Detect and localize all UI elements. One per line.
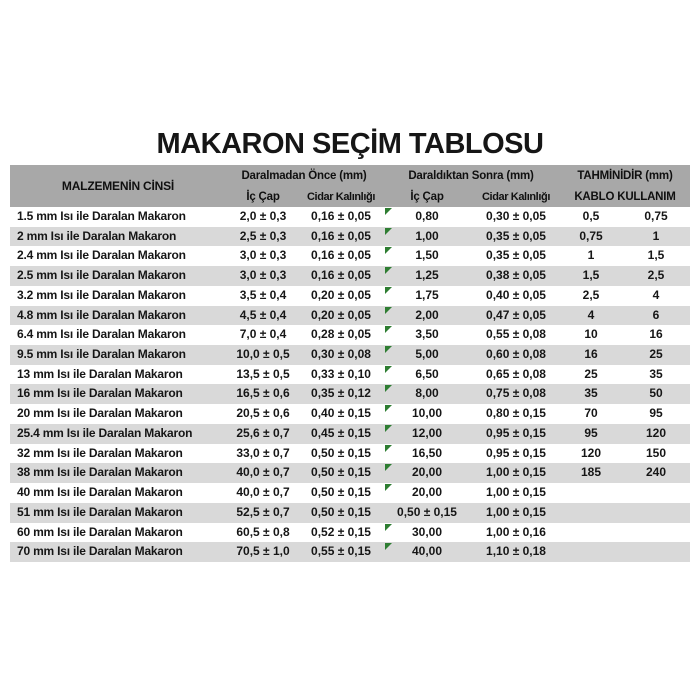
table-row xyxy=(10,542,690,562)
cell-error-triangle-icon xyxy=(385,484,392,491)
cell-error-triangle-icon xyxy=(385,208,392,215)
cell-before-inner-diameter: 13,5 ± 0,5 xyxy=(236,366,290,381)
header-group-before-shrink: Daralmadan Önce (mm) xyxy=(241,169,367,182)
cell-usage: 35 xyxy=(649,366,663,381)
cell-after-inner-diameter: 3,50 xyxy=(382,325,472,345)
cell-after-inner-diameter: 30,00 xyxy=(382,523,472,543)
cell-cable: 10 xyxy=(584,327,598,342)
cell-after-wall-thickness: 0,75 ± 0,08 xyxy=(486,386,546,401)
cell-usage: 240 xyxy=(645,465,667,480)
cell-cable: 70 xyxy=(584,406,598,421)
cell-before-wall-thickness: 0,35 ± 0,12 xyxy=(311,386,371,401)
cell-before-wall-thickness: 0,28 ± 0,05 xyxy=(311,327,371,342)
cell-cable xyxy=(560,542,622,562)
cell-before-inner-diameter: 70,5 ± 1,0 xyxy=(236,544,290,559)
cell-after-inner-diameter: 40,00 xyxy=(382,542,472,562)
table-row xyxy=(10,266,690,286)
cell-before-wall-thickness: 0,50 ± 0,15 xyxy=(311,504,371,519)
cell-error-triangle-icon xyxy=(385,425,392,432)
cell-before-inner-diameter: 25,6 ± 0,7 xyxy=(236,425,290,440)
table-row xyxy=(10,444,690,464)
header-cable-usage: KABLO KULLANIM xyxy=(574,190,676,203)
cell-before-inner-diameter: 33,0 ± 0,7 xyxy=(236,445,290,460)
cell-error-triangle-icon xyxy=(385,524,392,531)
table-row xyxy=(10,404,690,424)
cell-after-inner-diameter: 10,00 xyxy=(382,404,472,424)
header-material: MALZEMENİN CİNSİ xyxy=(61,179,175,193)
cell-before-inner-diameter: 3,0 ± 0,3 xyxy=(239,248,287,263)
header-wall-thickness-after: Cidar Kalınlığı xyxy=(482,190,550,203)
cell-material: 13 mm Isı ile Daralan Makaron xyxy=(17,366,183,381)
cell-usage: 16 xyxy=(649,327,663,342)
cell-after-inner-diameter: 16,50 xyxy=(382,444,472,464)
cell-before-wall-thickness: 0,16 ± 0,05 xyxy=(311,228,371,243)
cell-before-wall-thickness: 0,20 ± 0,05 xyxy=(311,307,371,322)
cell-before-wall-thickness: 0,40 ± 0,15 xyxy=(311,406,371,421)
table-row xyxy=(10,384,690,404)
cell-before-inner-diameter: 52,5 ± 0,7 xyxy=(236,504,290,519)
cell-before-wall-thickness: 0,16 ± 0,05 xyxy=(311,268,371,283)
cell-before-wall-thickness: 0,52 ± 0,15 xyxy=(311,524,371,539)
cell-usage xyxy=(622,483,690,503)
cell-after-inner-diameter: 1,00 xyxy=(382,227,472,247)
cell-material: 3.2 mm Isı ile Daralan Makaron xyxy=(17,287,186,302)
table-row xyxy=(10,345,690,365)
cell-after-wall-thickness: 0,65 ± 0,08 xyxy=(486,366,546,381)
cell-material: 70 mm Isı ile Daralan Makaron xyxy=(17,544,183,559)
cell-material: 25.4 mm Isı ile Daralan Makaron xyxy=(17,425,193,440)
table-row xyxy=(10,503,690,523)
cell-after-inner-diameter: 8,00 xyxy=(382,384,472,404)
cell-usage: 120 xyxy=(645,425,667,440)
cell-before-wall-thickness: 0,50 ± 0,15 xyxy=(311,465,371,480)
cell-after-inner-diameter: 12,00 xyxy=(382,424,472,444)
cell-after-wall-thickness: 1,00 ± 0,15 xyxy=(486,485,546,500)
cell-material: 2.5 mm Isı ile Daralan Makaron xyxy=(17,268,186,283)
table-row xyxy=(10,523,690,543)
cell-cable: 185 xyxy=(580,465,602,480)
cell-before-inner-diameter: 60,5 ± 0,8 xyxy=(236,524,290,539)
cell-cable: 1 xyxy=(587,248,595,263)
cell-cable: 2,5 xyxy=(582,287,600,302)
cell-usage: 4 xyxy=(652,287,660,302)
cell-material: 2 mm Isı ile Daralan Makaron xyxy=(17,228,177,243)
cell-after-inner-diameter: 0,80 xyxy=(382,207,472,227)
cell-after-inner-diameter: 1,50 xyxy=(382,246,472,266)
cell-before-inner-diameter: 40,0 ± 0,7 xyxy=(236,465,290,480)
cell-after-inner-diameter: 6,50 xyxy=(382,365,472,385)
cell-after-wall-thickness: 1,00 ± 0,15 xyxy=(486,465,546,480)
header-group-estimate: TAHMİNİDİR (mm) xyxy=(577,169,673,182)
cell-usage xyxy=(622,503,690,523)
cell-before-inner-diameter: 4,5 ± 0,4 xyxy=(239,307,287,322)
page-title: MAKARON SEÇİM TABLOSU xyxy=(156,128,544,160)
cell-after-wall-thickness: 0,95 ± 0,15 xyxy=(486,445,546,460)
header-inner-diameter-after: İç Çap xyxy=(410,190,444,203)
table-row xyxy=(10,246,690,266)
table-row xyxy=(10,463,690,483)
table-row xyxy=(10,424,690,444)
cell-cable: 35 xyxy=(584,386,598,401)
cell-before-inner-diameter: 7,0 ± 0,4 xyxy=(239,327,287,342)
cell-after-wall-thickness: 0,55 ± 0,08 xyxy=(486,327,546,342)
cell-before-wall-thickness: 0,50 ± 0,15 xyxy=(311,445,371,460)
cell-error-triangle-icon xyxy=(385,287,392,294)
cell-cable: 0,75 xyxy=(579,228,603,243)
cell-material: 51 mm Isı ile Daralan Makaron xyxy=(17,504,183,519)
header-wall-thickness-before: Cidar Kalınlığı xyxy=(307,190,375,203)
cell-material: 20 mm Isı ile Daralan Makaron xyxy=(17,406,183,421)
cell-before-wall-thickness: 0,16 ± 0,05 xyxy=(311,209,371,223)
cell-before-wall-thickness: 0,55 ± 0,15 xyxy=(311,544,371,559)
cell-cable: 4 xyxy=(587,307,595,322)
cell-after-wall-thickness: 0,47 ± 0,05 xyxy=(486,307,546,322)
cell-after-wall-thickness: 1,00 ± 0,15 xyxy=(486,504,546,519)
cell-usage: 150 xyxy=(645,445,667,460)
cell-after-wall-thickness: 1,00 ± 0,16 xyxy=(486,524,546,539)
cell-after-wall-thickness: 0,35 ± 0,05 xyxy=(486,248,546,263)
table-row xyxy=(10,365,690,385)
cell-error-triangle-icon xyxy=(385,267,392,274)
cell-after-inner-diameter: 20,00 xyxy=(382,463,472,483)
cell-before-inner-diameter: 40,0 ± 0,7 xyxy=(236,485,290,500)
cell-after-wall-thickness: 0,35 ± 0,05 xyxy=(486,228,546,243)
cell-cable xyxy=(560,523,622,543)
cell-usage: 25 xyxy=(649,347,663,362)
cell-error-triangle-icon xyxy=(385,326,392,333)
cell-error-triangle-icon xyxy=(385,385,392,392)
cell-after-inner-diameter: 2,00 xyxy=(382,306,472,326)
cell-after-inner-diameter: 1,25 xyxy=(382,266,472,286)
cell-cable: 1,5 xyxy=(582,268,600,283)
cell-cable: 0,5 xyxy=(582,209,600,223)
cell-material: 38 mm Isı ile Daralan Makaron xyxy=(17,465,183,480)
cell-before-inner-diameter: 10,0 ± 0,5 xyxy=(236,347,290,362)
cell-cable: 120 xyxy=(580,445,602,460)
cell-before-inner-diameter: 16,5 ± 0,6 xyxy=(236,386,290,401)
cell-usage: 2,5 xyxy=(647,268,665,283)
cell-usage: 0,75 xyxy=(644,209,668,223)
cell-error-triangle-icon xyxy=(385,445,392,452)
header-inner-diameter-before: İç Çap xyxy=(246,190,280,203)
header-group-after-shrink: Daraldıktan Sonra (mm) xyxy=(408,169,534,182)
table-row xyxy=(10,286,690,306)
cell-cable xyxy=(560,483,622,503)
cell-cable: 25 xyxy=(584,366,598,381)
cell-error-triangle-icon xyxy=(385,307,392,314)
cell-cable xyxy=(560,503,622,523)
cell-before-inner-diameter: 3,5 ± 0,4 xyxy=(239,287,287,302)
cell-after-inner-diameter: 20,00 xyxy=(382,483,472,503)
table-row xyxy=(10,325,690,345)
table-row xyxy=(10,483,690,503)
cell-material: 32 mm Isı ile Daralan Makaron xyxy=(17,445,183,460)
cell-material: 16 mm Isı ile Daralan Makaron xyxy=(17,386,183,401)
cell-before-wall-thickness: 0,30 ± 0,08 xyxy=(311,347,371,362)
cell-error-triangle-icon xyxy=(385,247,392,254)
cell-after-wall-thickness: 0,38 ± 0,05 xyxy=(486,268,546,283)
cell-error-triangle-icon xyxy=(385,228,392,235)
selection-table xyxy=(10,165,690,562)
cell-material: 4.8 mm Isı ile Daralan Makaron xyxy=(17,307,186,322)
cell-after-inner-diameter: 1,75 xyxy=(382,286,472,306)
table-body xyxy=(10,207,690,562)
cell-usage xyxy=(622,542,690,562)
cell-error-triangle-icon xyxy=(385,366,392,373)
cell-after-inner-diameter: 5,00 xyxy=(382,345,472,365)
cell-usage xyxy=(622,523,690,543)
cell-material: 9.5 mm Isı ile Daralan Makaron xyxy=(17,347,186,362)
table-header xyxy=(10,165,690,207)
cell-after-inner-diameter: 0,50 ± 0,15 xyxy=(397,504,457,519)
cell-error-triangle-icon xyxy=(385,405,392,412)
cell-after-wall-thickness: 0,40 ± 0,05 xyxy=(486,287,546,302)
cell-after-wall-thickness: 0,30 ± 0,05 xyxy=(486,209,546,223)
cell-material: 60 mm Isı ile Daralan Makaron xyxy=(17,524,183,539)
cell-after-wall-thickness: 0,80 ± 0,15 xyxy=(486,406,546,421)
cell-after-wall-thickness: 0,95 ± 0,15 xyxy=(486,425,546,440)
cell-usage: 95 xyxy=(649,406,663,421)
cell-before-inner-diameter: 3,0 ± 0,3 xyxy=(239,268,287,283)
cell-after-wall-thickness: 1,10 ± 0,18 xyxy=(486,544,546,559)
cell-usage: 1,5 xyxy=(647,248,665,263)
cell-usage: 1 xyxy=(652,228,660,243)
cell-before-inner-diameter: 2,5 ± 0,3 xyxy=(239,228,287,243)
cell-before-wall-thickness: 0,33 ± 0,10 xyxy=(311,366,371,381)
cell-material: 2.4 mm Isı ile Daralan Makaron xyxy=(17,248,186,263)
cell-material: 6.4 mm Isı ile Daralan Makaron xyxy=(17,327,186,342)
cell-before-wall-thickness: 0,45 ± 0,15 xyxy=(311,425,371,440)
table-row xyxy=(10,306,690,326)
cell-before-wall-thickness: 0,20 ± 0,05 xyxy=(311,287,371,302)
cell-error-triangle-icon xyxy=(385,346,392,353)
cell-before-wall-thickness: 0,16 ± 0,05 xyxy=(311,248,371,263)
cell-before-inner-diameter: 20,5 ± 0,6 xyxy=(236,406,290,421)
cell-material: 40 mm Isı ile Daralan Makaron xyxy=(17,485,183,500)
table-row xyxy=(10,227,690,247)
cell-material: 1.5 mm Isı ile Daralan Makaron xyxy=(17,209,186,223)
cell-before-inner-diameter: 2,0 ± 0,3 xyxy=(239,209,287,223)
cell-before-wall-thickness: 0,50 ± 0,15 xyxy=(311,485,371,500)
cell-after-wall-thickness: 0,60 ± 0,08 xyxy=(486,347,546,362)
cell-error-triangle-icon xyxy=(385,543,392,550)
cell-usage: 6 xyxy=(652,307,660,322)
cell-cable: 16 xyxy=(584,347,598,362)
cell-error-triangle-icon xyxy=(385,464,392,471)
cell-cable: 95 xyxy=(584,425,598,440)
cell-usage: 50 xyxy=(649,386,663,401)
table-row xyxy=(10,207,690,227)
